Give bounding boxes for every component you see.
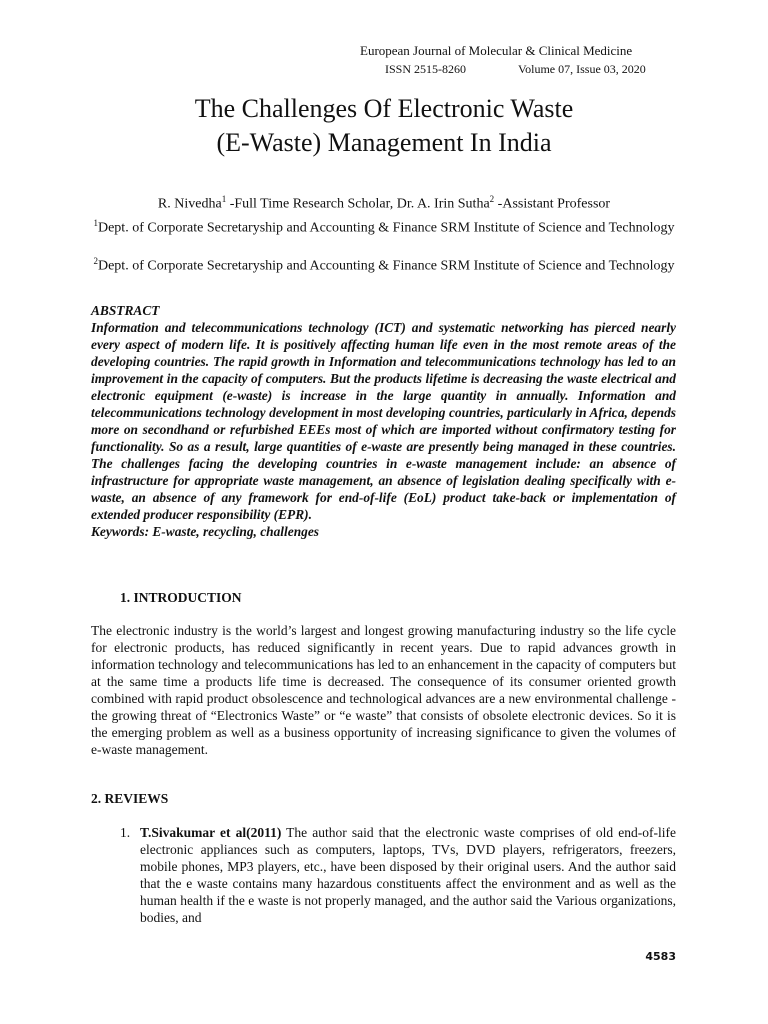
page-number: 4583	[645, 950, 676, 963]
author-role-2: -Assistant Professor	[494, 196, 611, 212]
abstract-body: Information and telecommunications technology (ICT) and systematic networking has pierced nearly every aspect of modern life. It is positively affecting human life even in the most remote areas of the developing countries. The rapid growth in Information and telecommunications technology has led to an improvement in the capacity of computers. But the products lifetime is decreasing the waste electrical and electronic equipment (e-waste) is increase in the large quantity in annually. Information and telecommunications technology development in most developing countries, particularly in Africa, depends more on secondhand or refurbished EEEs most of which are imported without confirmatory testing for functionality. So as a result, large quantities of e-waste are presently being managed in these countries. The challenges facing the developing countries in e-waste management include: an absence of infrastructure for appropriate waste management, an absence of legislation dealing specifically with e-waste, an absence of any framework for end-of-life (EoL) product take-back or implementation of extended producer responsibility (EPR).	[91, 320, 676, 522]
abstract-heading: ABSTRACT	[91, 303, 160, 318]
author-role-1: -Full Time Research Scholar, Dr. A. Irin Sutha	[226, 196, 490, 212]
affiliation-2	[84, 252, 684, 276]
abstract-section	[91, 302, 676, 540]
introduction-heading: 1. INTRODUCTION	[120, 590, 242, 605]
author-name: R. Nivedha	[157, 196, 222, 212]
review-text	[140, 824, 676, 926]
review-number: 1.	[120, 825, 131, 840]
affiliation-sup: 1	[93, 218, 98, 228]
affiliation-text: Dept. of Corporate Secretaryship and Accounting & Finance SRM Institute of Science and Technology	[97, 220, 675, 236]
keywords: Keywords: E-waste, recycling, challenges	[91, 524, 319, 539]
author-sup-2: 2	[489, 194, 495, 204]
journal-name: European Journal of Molecular & Clinical Medicine	[360, 43, 633, 58]
issn-volume-line	[385, 62, 646, 77]
review-body: The author said that the electronic waste comprises of old end-of-life electronic appliances such as computers, laptops, TVs, DVD players, refrigerators, freezers, mobile phones, MP3 players, etc., have been disposed by their original users. And the author said that the e waste contains many hazardous constituents affect the environment and as well as the human health if the e waste is not properly managed, and the author said the Various organizations, bodies, and	[140, 825, 676, 925]
affiliation-sup: 2	[93, 256, 98, 266]
paper-title	[84, 92, 684, 160]
volume-issue: Volume 07, Issue 03, 2020	[518, 62, 646, 76]
affiliation-text: Dept. of Corporate Secretaryship and Accounting & Finance SRM Institute of Science and Technology	[97, 258, 675, 274]
issn: ISSN 2515-8260	[385, 62, 467, 76]
title-line-2: (E-Waste) Management In India	[216, 128, 552, 157]
introduction-body: The electronic industry is the world’s largest and longest growing manufacturing industry so the life cycle for electronic products, has reduced significantly in recent years. Due to rapid advances growth in information technology and telecommunications has led to an enhancement in the capacity of computers but at the same time a products life time is decreased. The consequence of its consumer oriented growth combined with rapid product obsolescence and technological advances are a new environmental challenge - the growing threat of “Electronics Waste” or “e waste” that consists of obsolete electronic devices. So it is the emerging problem as well as a business opportunity of increasing significance to given the volumes of e-waste management.	[91, 623, 676, 757]
title-line-1: The Challenges Of Electronic Waste	[194, 94, 574, 123]
author-line	[84, 190, 684, 214]
review-author: T.Sivakumar et al(2011)	[140, 825, 282, 840]
affiliation-1	[84, 214, 684, 238]
reviews-heading: 2. REVIEWS	[91, 791, 169, 806]
author-sup-1: 1	[221, 194, 227, 204]
